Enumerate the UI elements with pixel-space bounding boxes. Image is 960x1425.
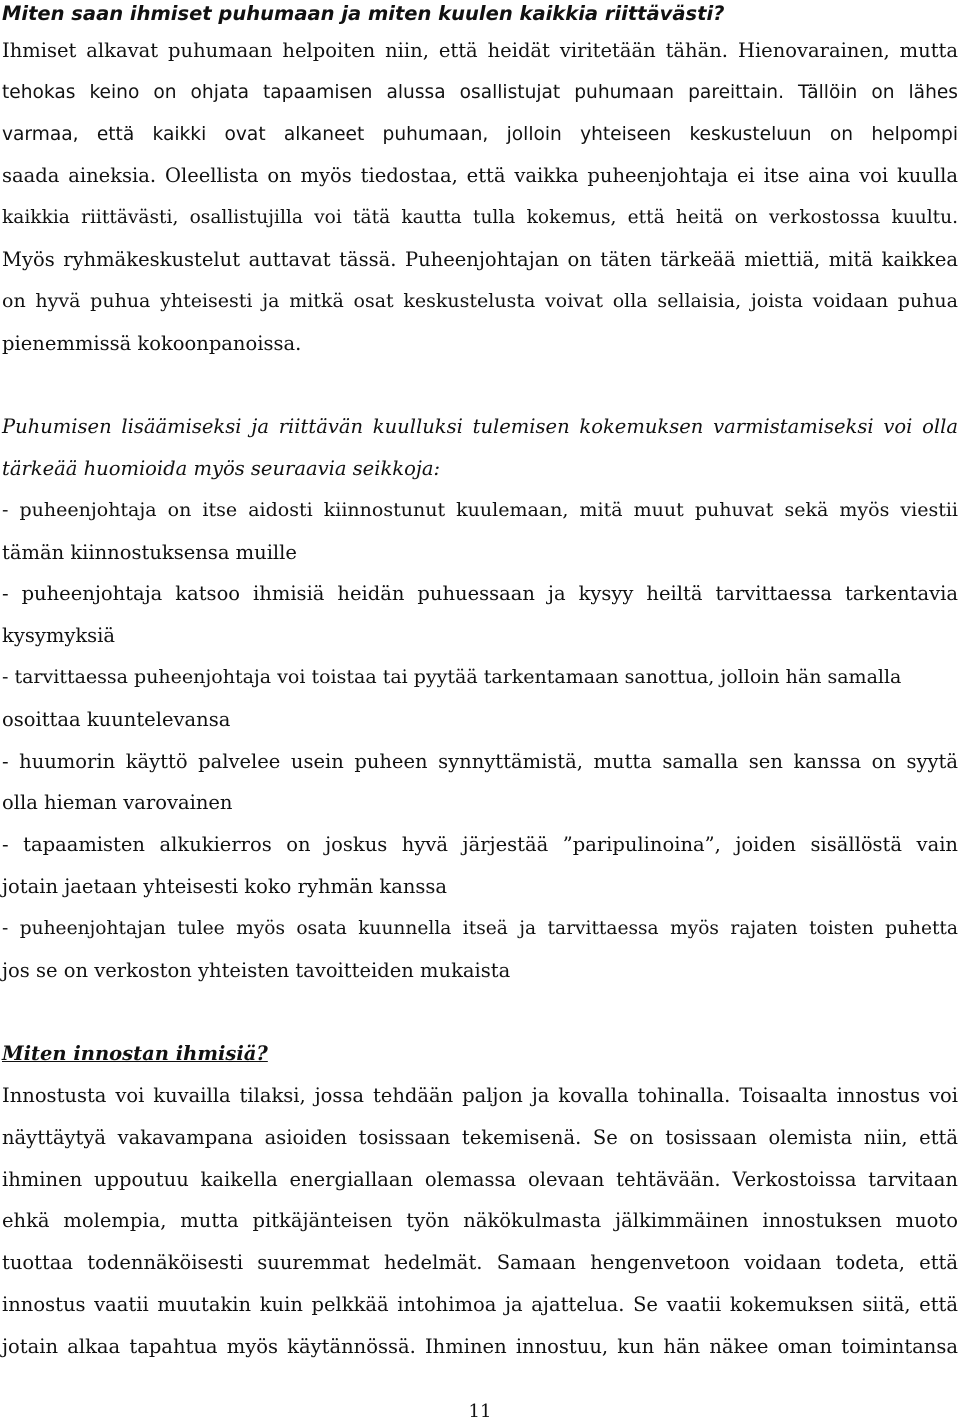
text-line: näyttäytyä vakavampana asioiden tosissaan tekemisenä. Se on tosissaan olemista niin, että [2,1125,958,1149]
text-line: jotain alkaa tapahtua myös käytännössä. Ihminen innostuu, kun hän näkee oman toimintansa [2,1334,958,1358]
text-line: Puhumisen lisäämiseksi ja riittävän kuulluksi tulemisen kokemuksen varmistamiseksi voi olla [2,415,958,439]
text-line: varmaa, että kaikki ovat alkaneet puhumaan, jolloin yhteiseen keskusteluun on helpompi [2,123,958,145]
section-hearing-tips [2,406,958,991]
text-line: tärkeää huomioida myös seuraavia seikkoja: [2,456,441,480]
spacer [2,364,958,406]
spacer [2,991,958,1033]
text-line: tehokas keino on ohjata tapaamisen alussa osallistujat puhumaan pareittain. Tällöin on lähes [2,81,958,103]
text-line: - tapaamisten alkukierros on joskus hyvä järjestää ”paripulinoina”, joiden sisällöstä vain [2,833,958,857]
text-line: - huumorin käyttö palvelee usein puheen synnyttämistä, mutta samalla sen kanssa on syytä [2,749,958,773]
section-speaking [2,0,958,364]
section-enthusiasm [2,1033,958,1367]
text-line: Myös ryhmäkeskustelut auttavat tässä. Puheenjohtajan on täten tärkeää miettiä, mitä kaikkea [2,247,958,271]
text-line: ehkä molempia, mutta pitkäjänteisen työn näkökulmasta jälkimmäinen innostuksen muoto [2,1209,958,1233]
text-line: kaikkia riittävästi, osallistujilla voi tätä kautta tulla kokemus, että heitä on verkostossa kuultu. [2,207,958,229]
text-line: innostus vaatii muutakin kuin pelkkää intohimoa ja ajattelua. Se vaatii kokemuksen siitä, että [2,1292,958,1316]
list-item [2,824,958,908]
text-line: tuottaa todennäköisesti suuremmat hedelmät. Samaan hengenvetoon voidaan todeta, että [2,1251,958,1275]
text-line: pienemmissä kokoonpanoissa. [2,331,302,355]
text-line: Ihmiset alkavat puhumaan helpoiten niin, että heidät viritetään tähän. Hienovarainen, mutta [2,39,958,62]
list-item [2,657,958,741]
paragraph [2,1075,958,1368]
list-item [2,573,958,657]
text-line: kysymyksiä [2,624,116,648]
list-item [2,741,958,825]
document-page [2,0,958,1368]
text-line: - puheenjohtaja on itse aidosti kiinnostunut kuulemaan, mitä muut puhuvat sekä myös viestii [2,498,958,521]
intro-paragraph [2,406,958,490]
text-line: osoittaa kuuntelevansa [2,707,231,731]
text-line: - tarvittaessa puheenjohtaja voi toistaa tai pyytää tarkentamaan sanottua, jolloin hän samalla [2,665,902,688]
text-line: Innostusta voi kuvailla tilaksi, jossa tehdään paljon ja kovalla tohinalla. Toisaalta innostus voi [2,1083,958,1107]
text-line: - puheenjohtajan tulee myös osata kuunnella itseä ja tarvittaessa myös rajaten toisten puhetta [2,917,958,939]
list-item [2,908,958,992]
text-line: jos se on verkoston yhteisten tavoitteiden mukaista [2,958,511,982]
text-line: tämän kiinnostuksensa muille [2,540,297,564]
text-line: olla hieman varovainen [2,791,233,815]
text-line: saada aineksia. Oleellista on myös tiedostaa, että vaikka puheenjohtaja ei itse aina voi kuulla [2,164,958,188]
text-line: ihminen uppoutuu kaikella energiallaan olemassa olevaan tehtävään. Verkostoissa tarvitaan [2,1167,958,1191]
section-heading: Miten innostan ihmisiä? [2,1042,268,1066]
page-number: 11 [468,1401,492,1422]
text-line: jotain jaetaan yhteisesti koko ryhmän kanssa [2,874,448,898]
text-line: - puheenjohtaja katsoo ihmisiä heidän puhuessaan ja kysyy heiltä tarvittaessa tarkentavia [2,582,958,606]
section-heading: Miten saan ihmiset puhumaan ja miten kuulen kaikkia riittävästi? [2,2,725,25]
list-item [2,490,958,574]
paragraph [2,30,958,364]
text-line: on hyvä puhua yhteisesti ja mitkä osat keskustelusta voivat olla sellaisia, joista voidaan puhua [2,289,958,312]
